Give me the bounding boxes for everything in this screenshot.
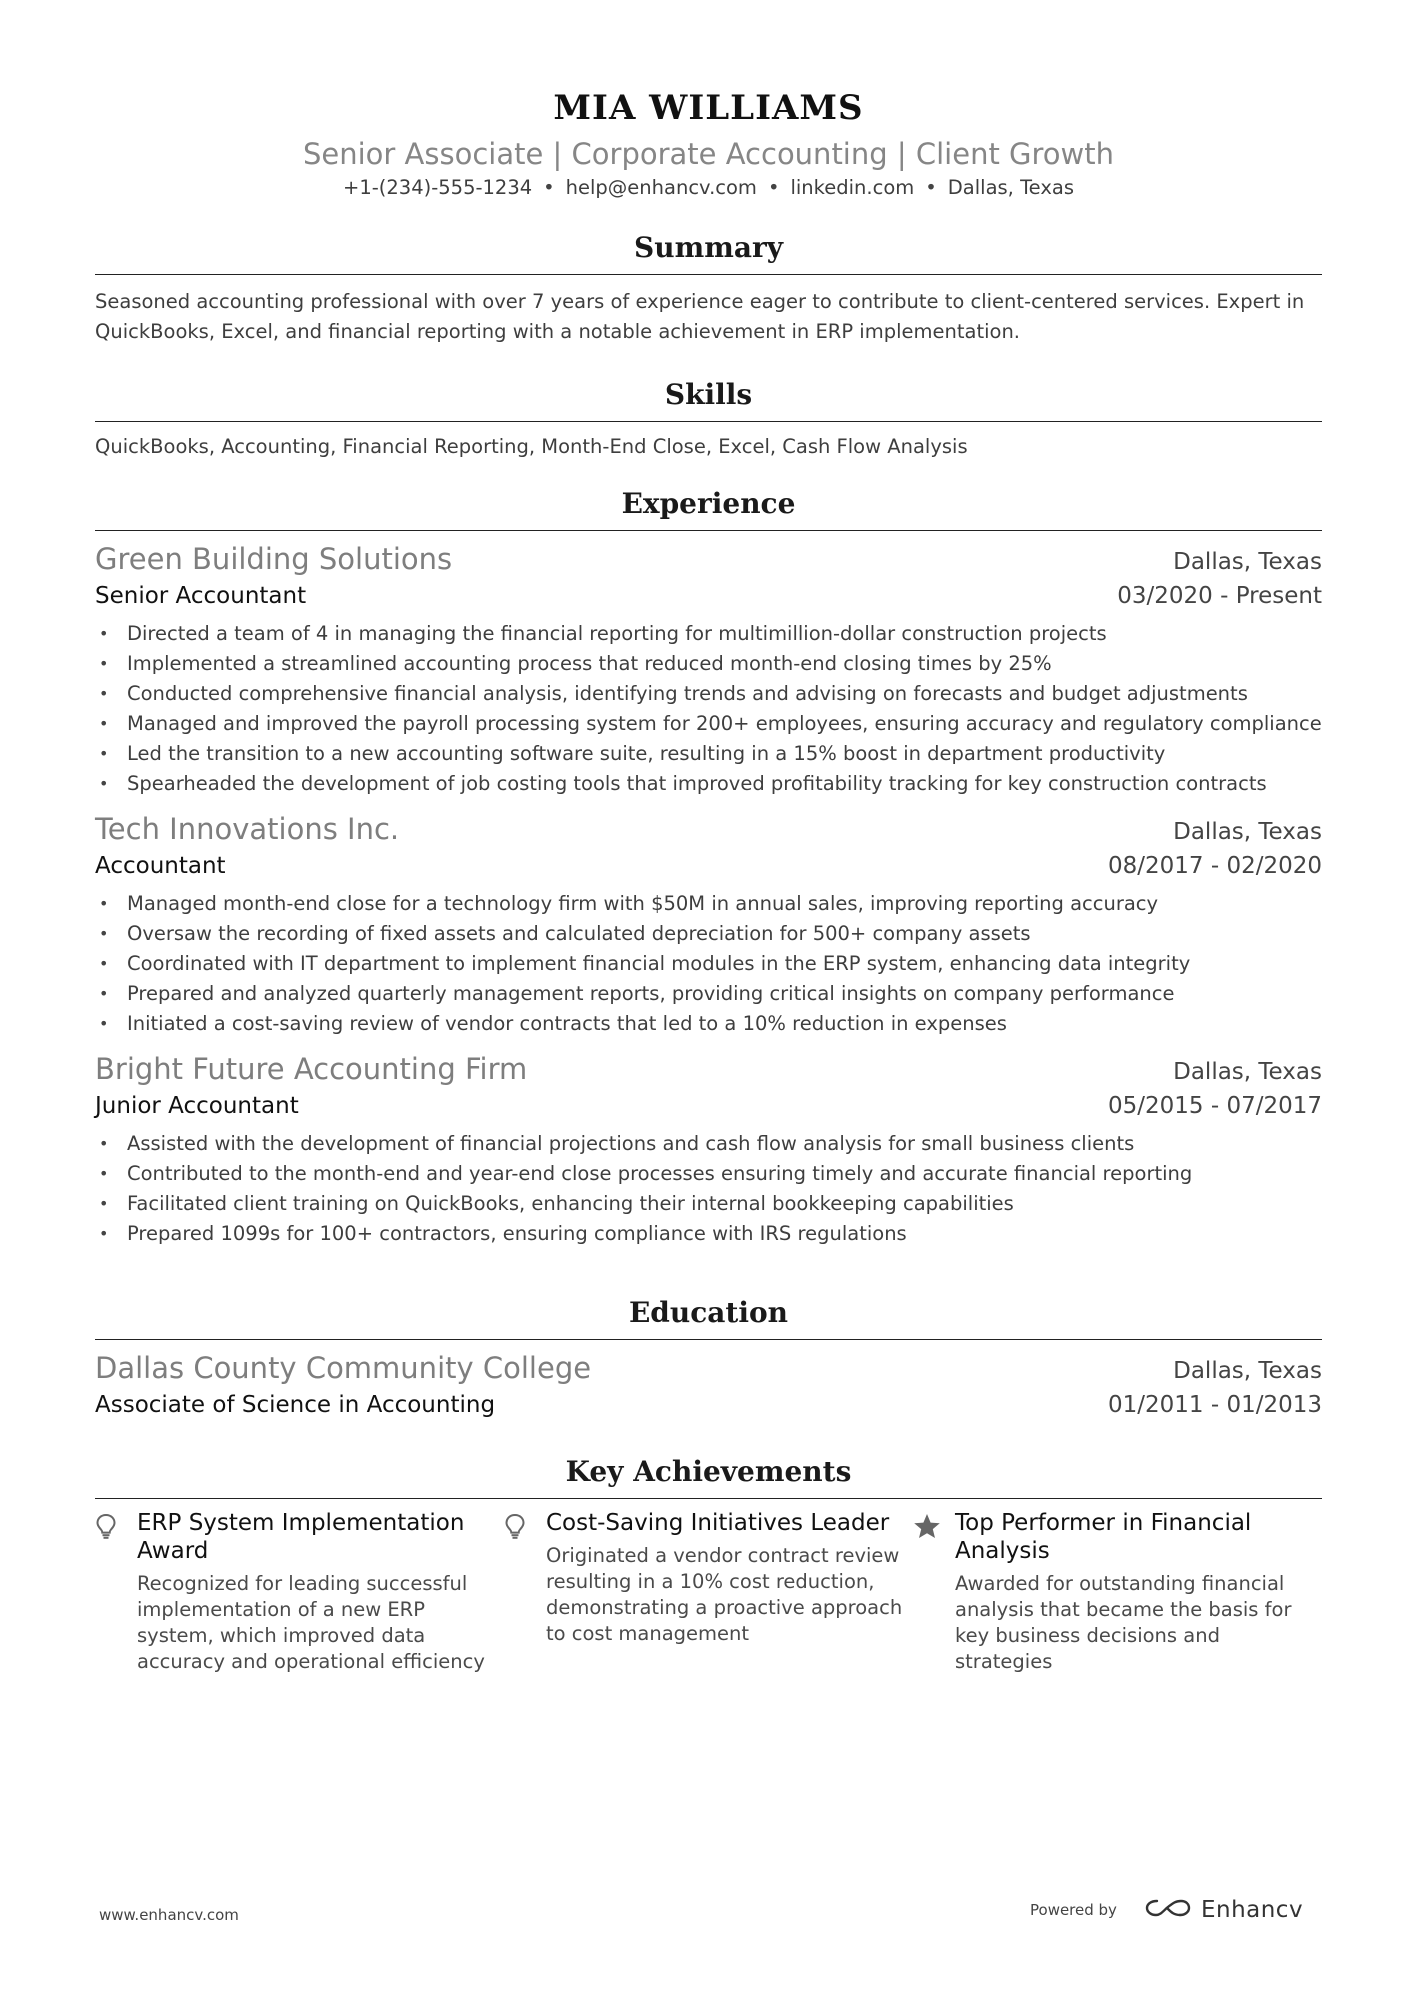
job-location: Dallas, Texas (1173, 1059, 1322, 1085)
linkedin-link[interactable]: linkedin.com (790, 176, 915, 199)
summary-section (95, 228, 1322, 347)
separator-dot: • (767, 176, 780, 199)
job-title: Junior Accountant (95, 1093, 299, 1119)
lightbulb-icon (95, 1509, 137, 1675)
location: Dallas, Texas (947, 176, 1074, 199)
bullet-item: • Conducted comprehensive financial analysis, identifying trends and advising on forecasts and budget adjustments (95, 679, 1322, 709)
separator-dot: • (925, 176, 937, 199)
achievement-item (95, 1509, 504, 1675)
bullet-item: • Led the transition to a new accounting software suite, resulting in a 15% boost in department productivity (95, 739, 1322, 769)
brand-name: Enhancv (1200, 1897, 1304, 1923)
company-name: Green Building Solutions (95, 542, 453, 576)
job-dates: 08/2017 - 02/2020 (1107, 853, 1322, 879)
section-title-achievements: Key Achievements (95, 1452, 1322, 1499)
bullet-item: • Managed month-end close for a technology firm with $50M in annual sales, improving reporting accuracy (95, 889, 1322, 919)
job-dates: 05/2015 - 07/2017 (1107, 1093, 1322, 1119)
star-icon (913, 1509, 955, 1675)
experience-entry (95, 809, 1322, 1039)
achievement-title: Cost-Saving Initiatives Leader (546, 1510, 890, 1536)
education-dates: 01/2011 - 01/2013 (1107, 1392, 1322, 1418)
section-title-education: Education (95, 1293, 1322, 1340)
job-dates: 03/2020 - Present (1117, 583, 1322, 609)
bullet-item: • Spearheaded the development of job costing tools that improved profitability tracking for key construction contracts (95, 769, 1322, 799)
bullet-item: • Managed and improved the payroll processing system for 200+ employees, ensuring accuracy and regulatory compliance (95, 709, 1322, 739)
footer-branding (1030, 1896, 1303, 1924)
education-section (95, 1293, 1322, 1422)
job-location: Dallas, Texas (1173, 819, 1322, 845)
enhancv-logo-icon (1143, 1896, 1193, 1924)
bullet-item: • Oversaw the recording of fixed assets and calculated depreciation for 500+ company assets (95, 919, 1322, 949)
achievement-item (913, 1509, 1322, 1675)
bullet-item: • Initiated a cost-saving review of vendor contracts that led to a 10% reduction in expenses (95, 1009, 1322, 1039)
bullet-item: • Prepared and analyzed quarterly management reports, providing critical insights on company performance (95, 979, 1322, 1009)
achievement-description: Originated a vendor contract review resulting in a 10% cost reduction, demonstrating a proactive approach to cost management (546, 1544, 903, 1645)
bullet-item: • Coordinated with IT department to implement financial modules in the ERP system, enhancing data integrity (95, 949, 1322, 979)
degree: Associate of Science in Accounting (95, 1392, 496, 1418)
company-name: Tech Innovations Inc. (95, 812, 400, 846)
skills-text: QuickBooks, Accounting, Financial Reporting, Month-End Close, Excel, Cash Flow Analysis (95, 435, 968, 458)
experience-section (95, 484, 1322, 1249)
school-name: Dallas County Community College (95, 1351, 592, 1385)
email[interactable]: help@enhancv.com (565, 176, 757, 199)
achievements-section (95, 1452, 1322, 1675)
experience-entry (95, 539, 1322, 799)
phone: +1-(234)-555-1234 (343, 176, 533, 199)
bullet-item: • Implemented a streamlined accounting process that reduced month-end closing times by 25% (95, 649, 1322, 679)
headline: Senior Associate | Corporate Accounting | Client Growth (302, 137, 1115, 171)
job-bullets (95, 619, 1322, 799)
bullet-item: • Contributed to the month-end and year-end close processes ensuring timely and accurate financial reporting (95, 1159, 1322, 1189)
job-location: Dallas, Texas (1173, 549, 1322, 575)
achievement-title: ERP System Implementation Award (137, 1510, 465, 1564)
job-bullets (95, 1129, 1322, 1249)
lightbulb-icon (504, 1509, 546, 1675)
experience-entry (95, 1049, 1322, 1249)
job-title: Senior Accountant (95, 583, 307, 609)
bullet-item: • Assisted with the development of financial projections and cash flow analysis for small business clients (95, 1129, 1322, 1159)
education-entry (95, 1348, 1322, 1422)
bullet-item: • Prepared 1099s for 100+ contractors, ensuring compliance with IRS regulations (95, 1219, 1322, 1249)
summary-text: Seasoned accounting professional with over 7 years of experience eager to contribute to client-centered services. Expert in QuickBooks, Excel, and financial reporting with a notable achievement in ERP implementation. (95, 290, 1305, 343)
section-title-experience: Experience (95, 484, 1322, 531)
section-title-skills: Skills (95, 375, 1322, 422)
achievements-grid (95, 1509, 1322, 1675)
separator-dot: • (543, 176, 555, 199)
job-bullets (95, 889, 1322, 1039)
resume-page (95, 80, 1322, 1675)
achievement-description: Recognized for leading successful implementation of a new ERP system, which improved data accuracy and operational efficiency (137, 1572, 485, 1673)
skills-section (95, 375, 1322, 462)
job-title: Accountant (95, 853, 226, 879)
powered-by-label: Powered by (1030, 1901, 1117, 1919)
school-location: Dallas, Texas (1173, 1358, 1322, 1384)
achievement-description: Awarded for outstanding financial analysis that became the basis for key business decisions and strategies (955, 1572, 1292, 1673)
section-title-summary: Summary (95, 228, 1322, 275)
bullet-item: • Directed a team of 4 in managing the financial reporting for multimillion-dollar construction projects (95, 619, 1322, 649)
achievement-item (504, 1509, 913, 1675)
company-name: Bright Future Accounting Firm (95, 1052, 528, 1086)
contact-line (95, 174, 1322, 202)
footer-website[interactable]: www.enhancv.com (99, 1906, 239, 1924)
achievement-title: Top Performer in Financial Analysis (955, 1510, 1252, 1564)
bullet-item: • Facilitated client training on QuickBooks, enhancing their internal bookkeeping capabilities (95, 1189, 1322, 1219)
candidate-name: MIA WILLIAMS (553, 88, 864, 128)
